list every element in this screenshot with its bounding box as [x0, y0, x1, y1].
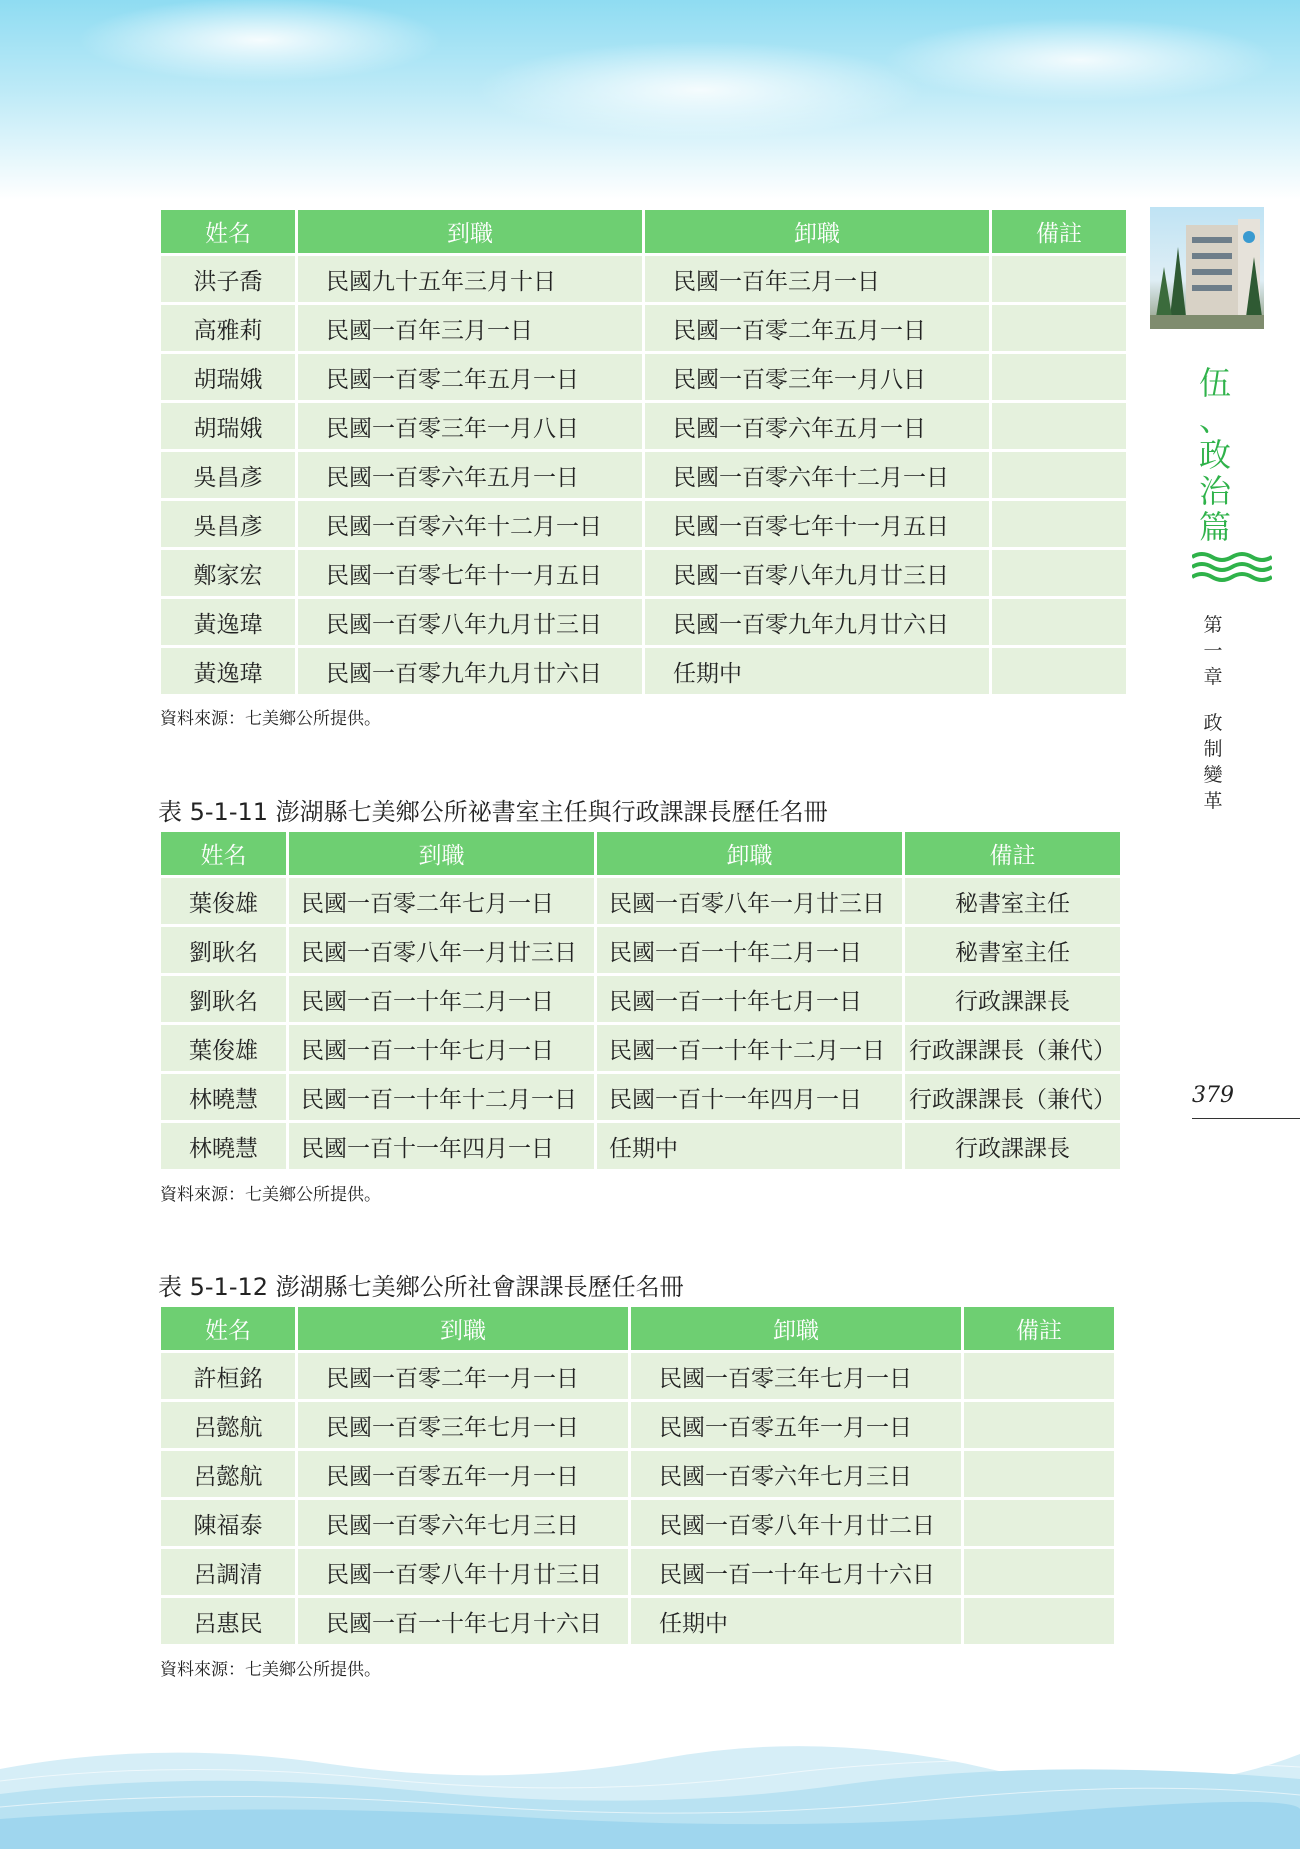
- cell-start: 民國一百零五年一月一日: [298, 1451, 628, 1497]
- cell-end: 民國一百一十年十二月一日: [597, 1025, 902, 1071]
- cell-end: 民國一百一十年七月十六日: [631, 1549, 961, 1595]
- cell-start: 民國一百十一年四月一日: [289, 1123, 594, 1169]
- section-char: 伍: [1198, 364, 1231, 402]
- cell-start: 民國一百一十年十二月一日: [289, 1074, 594, 1120]
- table-header-row: [161, 832, 1120, 875]
- cell-end: 任期中: [597, 1123, 902, 1169]
- cell-start: 民國一百零三年七月一日: [298, 1402, 628, 1448]
- header-start: 到職: [289, 832, 594, 875]
- cell-end: 任期中: [645, 648, 989, 694]
- header-note: 備註: [992, 210, 1126, 253]
- header-note: 備註: [964, 1307, 1114, 1350]
- cell-note: 秘書室主任: [905, 927, 1120, 973]
- cell-start: 民國一百零八年一月廿三日: [289, 927, 594, 973]
- header-start: 到職: [298, 1307, 628, 1350]
- chapter-char: 制: [1203, 738, 1223, 760]
- cell-name: 林曉慧: [161, 1074, 286, 1120]
- cell-name: 呂懿航: [161, 1451, 295, 1497]
- table-row: [161, 1451, 1114, 1497]
- cell-name: 鄭家宏: [161, 550, 295, 596]
- table-row: [161, 256, 1126, 302]
- cell-start: 民國一百零九年九月廿六日: [298, 648, 642, 694]
- table-row: [161, 1500, 1114, 1546]
- sky-banner: [0, 0, 1300, 200]
- table-secretary-admin-chiefs: [158, 829, 1123, 1172]
- cell-name: 吳昌彥: [161, 501, 295, 547]
- chapter-char: 革: [1203, 790, 1223, 812]
- cell-end: 民國一百零六年十二月一日: [645, 452, 989, 498]
- cell-end: 民國一百零三年一月八日: [645, 354, 989, 400]
- table-continued: [158, 207, 1129, 697]
- cell-start: 民國九十五年三月十日: [298, 256, 642, 302]
- cell-end: 民國一百零八年九月廿三日: [645, 550, 989, 596]
- header-name: 姓名: [161, 1307, 295, 1350]
- table-row: [161, 1598, 1114, 1644]
- table-source-note: 資料來源：七美鄉公所提供。: [160, 1660, 381, 1680]
- cell-note: [964, 1500, 1114, 1546]
- cell-note: 行政課課長（兼代）: [905, 1025, 1120, 1071]
- table-row: [161, 1402, 1114, 1448]
- cell-end: 民國一百零八年一月廿三日: [597, 878, 902, 924]
- header-start: 到職: [298, 210, 642, 253]
- chapter-label-vertical: [1200, 612, 1226, 814]
- cell-end: 民國一百年三月一日: [645, 256, 989, 302]
- header-end: 卸職: [645, 210, 989, 253]
- cell-end: 民國一百零九年九月廿六日: [645, 599, 989, 645]
- cell-start: 民國一百零八年十月廿三日: [298, 1549, 628, 1595]
- cell-end: 民國一百零八年十月廿二日: [631, 1500, 961, 1546]
- table-row: [161, 1549, 1114, 1595]
- chapter-char: 章: [1203, 666, 1223, 688]
- chapter-char: 變: [1203, 764, 1223, 786]
- table-row: [161, 305, 1126, 351]
- table-row: [161, 878, 1120, 924]
- chapter-char: 一: [1203, 640, 1223, 662]
- table-row: [161, 501, 1126, 547]
- cell-note: [992, 550, 1126, 596]
- cell-end: 民國一百十一年四月一日: [597, 1074, 902, 1120]
- chapter-char: 第: [1203, 614, 1223, 636]
- cell-name: 黃逸瑋: [161, 599, 295, 645]
- cell-start: 民國一百零八年九月廿三日: [298, 599, 642, 645]
- cell-note: 行政課課長: [905, 976, 1120, 1022]
- cell-name: 許桓銘: [161, 1353, 295, 1399]
- cell-start: 民國一百零二年五月一日: [298, 354, 642, 400]
- cell-note: [992, 305, 1126, 351]
- cell-start: 民國一百一十年七月一日: [289, 1025, 594, 1071]
- cell-name: 吳昌彥: [161, 452, 295, 498]
- cell-note: [992, 452, 1126, 498]
- cell-note: 行政課課長（兼代）: [905, 1074, 1120, 1120]
- cell-end: 民國一百零二年五月一日: [645, 305, 989, 351]
- cell-name: 林曉慧: [161, 1123, 286, 1169]
- table-row: [161, 927, 1120, 973]
- cell-name: 洪子喬: [161, 256, 295, 302]
- chapter-char: 政: [1203, 712, 1223, 734]
- cell-end: 民國一百一十年七月一日: [597, 976, 902, 1022]
- table-row: [161, 452, 1126, 498]
- cell-start: 民國一百零二年一月一日: [298, 1353, 628, 1399]
- cell-end: 民國一百零六年七月三日: [631, 1451, 961, 1497]
- table-caption: 表 5-1-12 澎湖縣七美鄉公所社會課課長歷任名冊: [158, 1273, 684, 1301]
- cell-start: 民國一百零六年五月一日: [298, 452, 642, 498]
- cell-name: 胡瑞娥: [161, 354, 295, 400]
- cell-end: 任期中: [631, 1598, 961, 1644]
- cell-end: 民國一百一十年二月一日: [597, 927, 902, 973]
- table-social-affairs-chiefs: [158, 1304, 1117, 1647]
- wave-decoration-icon: [1192, 551, 1272, 589]
- cell-name: 黃逸瑋: [161, 648, 295, 694]
- cell-note: [964, 1353, 1114, 1399]
- cell-start: 民國一百年三月一日: [298, 305, 642, 351]
- table-row: [161, 550, 1126, 596]
- cell-end: 民國一百零三年七月一日: [631, 1353, 961, 1399]
- sea-wave-footer: [0, 1719, 1300, 1849]
- table-row: [161, 1025, 1120, 1071]
- cell-note: [992, 403, 1126, 449]
- cell-start: 民國一百零三年一月八日: [298, 403, 642, 449]
- cell-name: 劉耿名: [161, 927, 286, 973]
- cell-note: [992, 501, 1126, 547]
- cell-note: [964, 1549, 1114, 1595]
- cell-name: 呂調清: [161, 1549, 295, 1595]
- cell-name: 葉俊雄: [161, 1025, 286, 1071]
- cell-note: [992, 648, 1126, 694]
- header-name: 姓名: [161, 210, 295, 253]
- table-row: [161, 976, 1120, 1022]
- table-header-row: [161, 210, 1126, 253]
- cell-end: 民國一百零五年一月一日: [631, 1402, 961, 1448]
- page-number-rule: [1192, 1118, 1300, 1119]
- table-caption: 表 5-1-11 澎湖縣七美鄉公所祕書室主任與行政課課長歷任名冊: [158, 798, 828, 826]
- table-row: [161, 648, 1126, 694]
- cell-start: 民國一百零二年七月一日: [289, 878, 594, 924]
- cell-name: 陳福泰: [161, 1500, 295, 1546]
- section-char: 政: [1198, 436, 1231, 474]
- cell-start: 民國一百零六年十二月一日: [298, 501, 642, 547]
- table-row: [161, 1123, 1120, 1169]
- table-header-row: [161, 1307, 1114, 1350]
- section-char: 治: [1198, 472, 1231, 510]
- table-source-note: 資料來源：七美鄉公所提供。: [160, 1185, 381, 1205]
- cell-end: 民國一百零六年五月一日: [645, 403, 989, 449]
- table-row: [161, 403, 1126, 449]
- table-row: [161, 1353, 1114, 1399]
- cell-note: 行政課課長: [905, 1123, 1120, 1169]
- header-note: 備註: [905, 832, 1120, 875]
- cell-name: 高雅莉: [161, 305, 295, 351]
- cell-start: 民國一百零七年十一月五日: [298, 550, 642, 596]
- building-photo: [1150, 207, 1264, 329]
- cell-note: [964, 1598, 1114, 1644]
- cell-start: 民國一百一十年七月十六日: [298, 1598, 628, 1644]
- cell-name: 呂懿航: [161, 1402, 295, 1448]
- cell-name: 胡瑞娥: [161, 403, 295, 449]
- cell-name: 劉耿名: [161, 976, 286, 1022]
- table-source-note: 資料來源：七美鄉公所提供。: [160, 709, 381, 729]
- cell-note: 秘書室主任: [905, 878, 1120, 924]
- section-char: 、: [1198, 400, 1231, 438]
- section-heading-vertical: [1195, 365, 1235, 545]
- cell-note: [964, 1402, 1114, 1448]
- cell-note: [992, 256, 1126, 302]
- header-name: 姓名: [161, 832, 286, 875]
- section-char: 篇: [1198, 508, 1231, 546]
- page-number: 379: [1192, 1083, 1234, 1108]
- header-end: 卸職: [631, 1307, 961, 1350]
- table-row: [161, 1074, 1120, 1120]
- cell-note: [992, 354, 1126, 400]
- header-end: 卸職: [597, 832, 902, 875]
- cell-start: 民國一百一十年二月一日: [289, 976, 594, 1022]
- cell-note: [992, 599, 1126, 645]
- cell-start: 民國一百零六年七月三日: [298, 1500, 628, 1546]
- cell-note: [964, 1451, 1114, 1497]
- cell-name: 呂惠民: [161, 1598, 295, 1644]
- cell-name: 葉俊雄: [161, 878, 286, 924]
- table-row: [161, 354, 1126, 400]
- cell-end: 民國一百零七年十一月五日: [645, 501, 989, 547]
- table-row: [161, 599, 1126, 645]
